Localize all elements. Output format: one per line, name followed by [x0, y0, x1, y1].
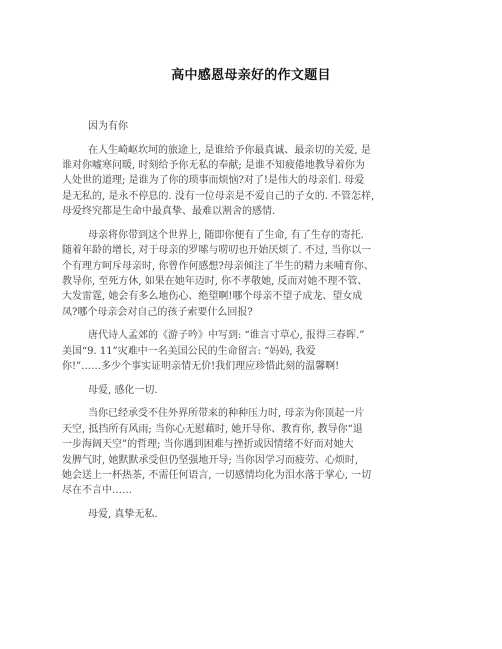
text-line: 母爱, 感化一切. [88, 384, 158, 396]
text-line: 一步海阔天空”的哲理; 当你遇到困难与挫折或因情绪不好而对她大 [62, 439, 354, 451]
text-line: 唐代诗人孟郊的《游子吟》中写到: “谁言寸草心, 报得三春晖.” [88, 330, 365, 342]
document-body [62, 119, 448, 531]
text-line: 大发雷霆, 她会有多么地伤心、绝望啊!哪个母亲不望子成龙、望女成 [62, 291, 363, 303]
document-title: 高中感恩母亲好的作文题目 [171, 68, 331, 83]
paragraph-heading-because-of-you [62, 119, 448, 134]
text-line: 母亲将你带到这个世界上, 随即你便有了生命, 有了生存的寄托. [88, 229, 364, 241]
text-line: 天空, 抵挡所有风雨; 当你心无慰藉时, 她开导你、教育你, 教导你“退 [62, 423, 363, 435]
text-line: 随着年龄的增长, 对于母亲的罗嗦与唠叨也开始厌烦了. 不过, 当你以一 [62, 245, 372, 257]
paragraph-heading-love-transforms [62, 383, 448, 398]
text-line: 当你已经承受不住外界所带来的种种压力时, 母亲为你顶起一片 [88, 408, 365, 420]
text-line: 美国“9. 11”灾难中一名美国公民的生命留言: “妈妈, 我爱 [62, 345, 316, 357]
text-line: 发脾气时, 她默默承受但仍坚强地开导; 当你因学习而疲劳、心烦时, [62, 454, 359, 466]
text-line: 你!”……多少个事实证明亲情无价!我们理应珍惜此刻的温馨啊! [62, 361, 340, 373]
text-line: 是无私的, 是永不停息的. 没有一位母亲是不爱自己的子女的. 不管怎样, [62, 190, 375, 202]
text-line: 人处世的道理; 是谁为了你的琐事而烦恼?对了!是伟大的母亲们. 母爱 [62, 175, 365, 187]
paragraph-2 [62, 228, 448, 320]
text-line: 尽在不言中…… [62, 485, 132, 497]
paragraph-1 [62, 143, 448, 220]
text-line: 她会送上一杯热茶, 不需任何语言, 一切感情均化为泪水落于掌心, 一切 [62, 470, 372, 482]
text-line: 因为有你 [88, 121, 128, 132]
paragraph-4 [62, 406, 448, 498]
text-line: 在人生崎岖坎坷的旅途上, 是谁给予你最真诚、最亲切的关爱, 是 [88, 144, 371, 156]
text-line: 教导你, 至死方休, 如果在她年迈时, 你不孝敬她, 反而对她不理不管、 [62, 276, 368, 288]
paragraph-heading-sincere-love [62, 507, 448, 522]
text-line: 个有理方呵斥母亲时, 你曾作何感想?母亲倾注了半生的精力来哺育你、 [62, 260, 374, 272]
text-line: 凤?哪个母亲会对自己的孩子索要什么回报? [62, 306, 253, 318]
text-line: 谁对你嘘寒问暖, 时刻给予你无私的奉献; 是谁不知疲倦地教导着你为 [62, 160, 365, 171]
paragraph-3 [62, 328, 448, 374]
text-line: 母爱终究都是生命中最真挚、最难以割舍的感情. [62, 206, 276, 218]
text-line: 母爱, 真挚无私. [88, 509, 158, 521]
